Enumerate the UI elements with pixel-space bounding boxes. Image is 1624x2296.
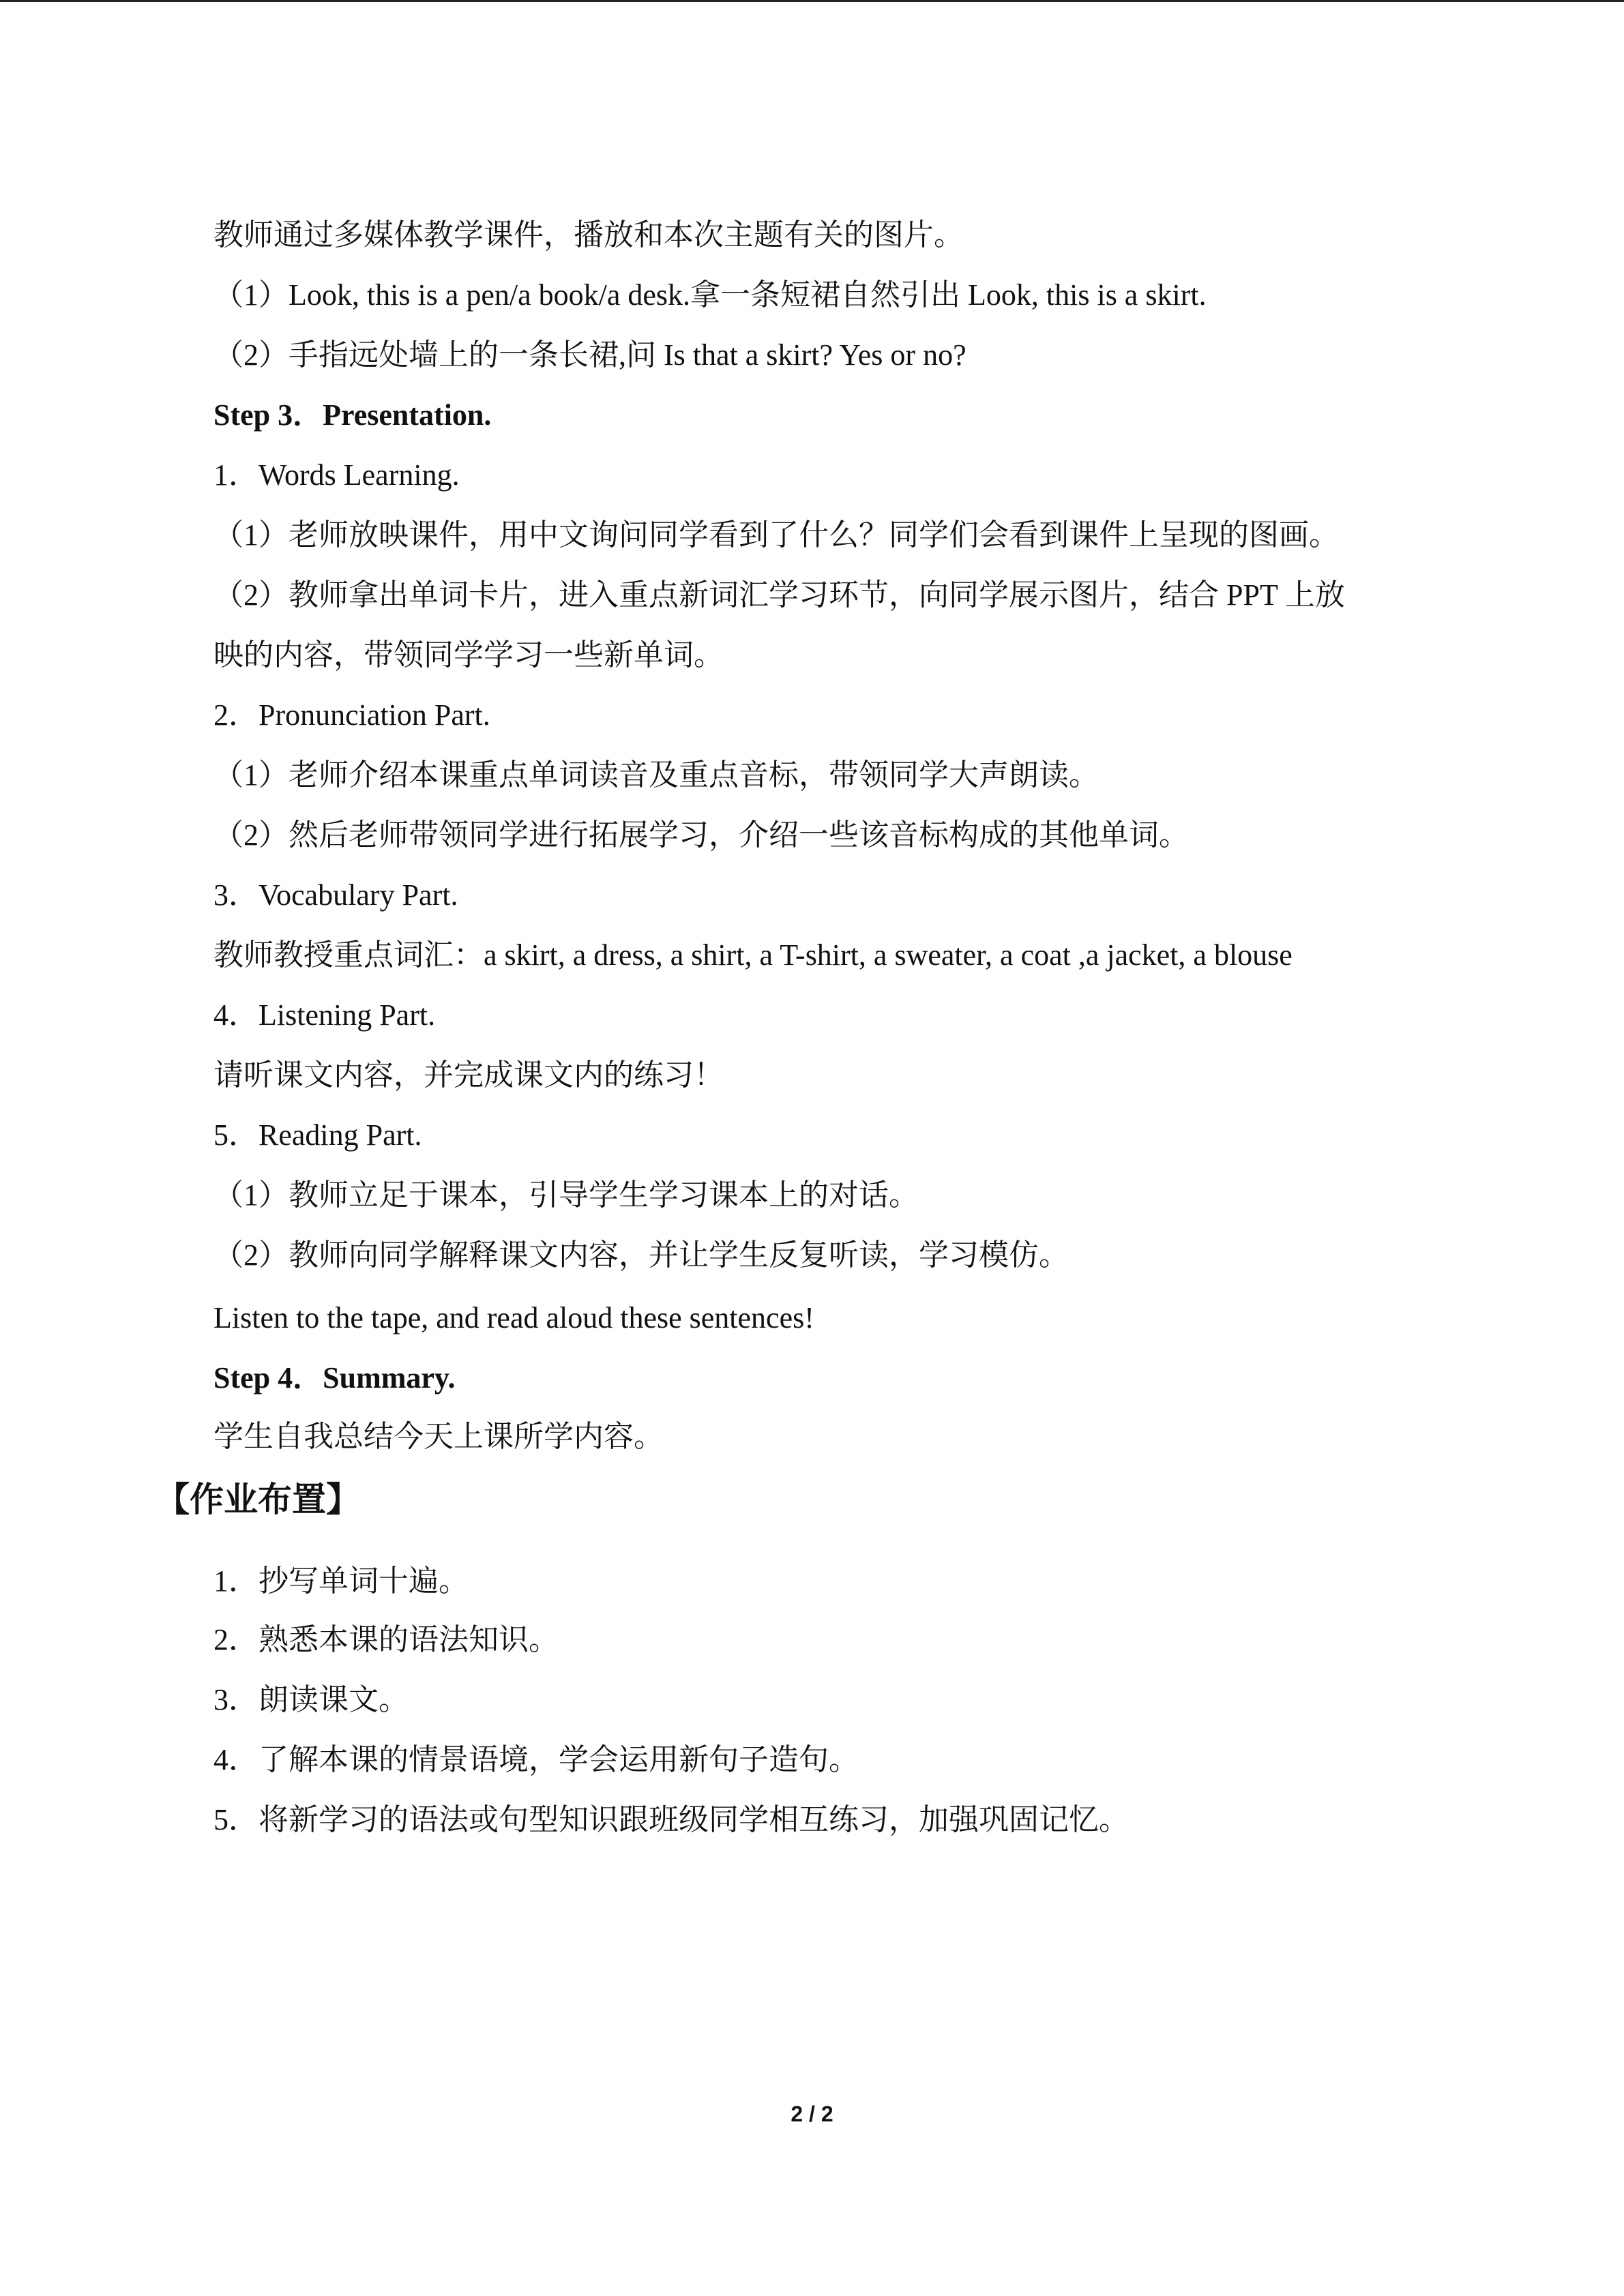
text-line: 学生自我总结今天上课所学内容。 — [213, 1420, 664, 1453]
text-line: Listen to the tape, and read aloud these sentences! — [213, 1301, 814, 1335]
text-line: 请听课文内容，并完成课文内的练习！ — [213, 1058, 724, 1092]
text-line: （2）教师拿出单词卡片，进入重点新词汇学习环节，向同学展示图片，结合 PPT 上放 — [213, 578, 1346, 612]
homework-heading: 【作业布置】 — [156, 1480, 360, 1519]
step-heading: Step 4．Summary. — [213, 1361, 456, 1395]
text-line: （1）Look, this is a pen/a book/a desk.拿一条短裙自然引出 Look, this is a skirt. — [213, 278, 1207, 312]
text-line: 1．Words Learning. — [213, 458, 460, 492]
text-line: 教师教授重点词汇：a skirt, a dress, a shirt, a T-shirt, a sweater, a coat ,a jacket, a blouse — [213, 938, 1293, 972]
text-line: 教师通过多媒体教学课件，播放和本次主题有关的图片。 — [213, 218, 964, 252]
text-line: 4．Listening Part. — [213, 998, 436, 1032]
text-line: （1）教师立足于课本，引导学生学习课本上的对话。 — [213, 1178, 919, 1212]
text-line: （2）然后老师带领同学进行拓展学习，介绍一些该音标构成的其他单词。 — [213, 818, 1189, 852]
text-line: 映的内容，带领同学学习一些新单词。 — [213, 638, 724, 672]
homework-item: 3．朗读课文。 — [213, 1683, 409, 1716]
homework-item: 1．抄写单词十遍。 — [213, 1564, 469, 1598]
homework-item: 4．了解本课的情景语境，学会运用新句子造句。 — [213, 1743, 859, 1776]
page-number: 2 / 2 — [791, 2102, 833, 2126]
text-line: （1）老师放映课件，用中文询问同学看到了什么？同学们会看到课件上呈现的图画。 — [213, 518, 1339, 552]
text-line: 5．Reading Part. — [213, 1118, 422, 1152]
homework-item: 2．熟悉本课的语法知识。 — [213, 1623, 559, 1656]
text-line: 3．Vocabulary Part. — [213, 878, 458, 912]
text-line: （2）手指远处墙上的一条长裙,问 Is that a skirt? Yes or no? — [213, 338, 966, 372]
step-heading: Step 3．Presentation. — [213, 398, 492, 432]
text-line: 2．Pronunciation Part. — [213, 698, 490, 732]
homework-item: 5．将新学习的语法或句型知识跟班级同学相互练习，加强巩固记忆。 — [213, 1803, 1129, 1836]
text-line: （1）老师介绍本课重点单词读音及重点音标，带领同学大声朗读。 — [213, 758, 1099, 792]
text-line: （2）教师向同学解释课文内容，并让学生反复听读，学习模仿。 — [213, 1238, 1069, 1272]
